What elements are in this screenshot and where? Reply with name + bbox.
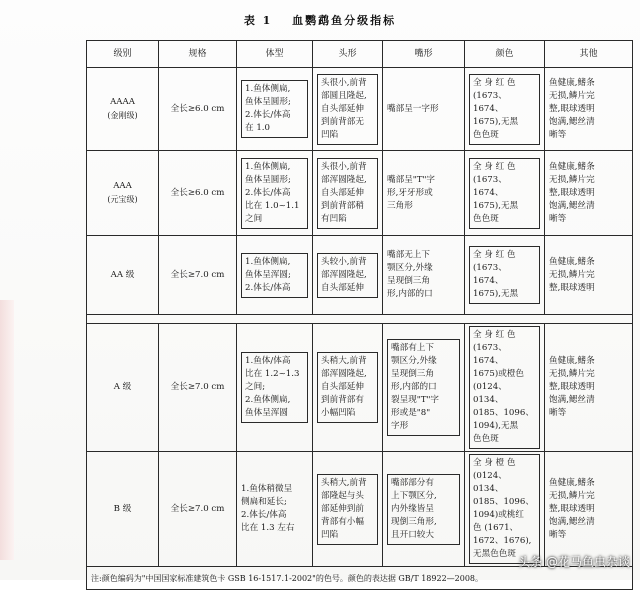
header-body: 体型 [237, 41, 313, 68]
mouth-cell [383, 236, 465, 315]
spec-cell: 全长≥6.0 cm [159, 151, 237, 236]
other-text: 鱼健康,鳍条 无损,鳞片完 整,眼球透明 饱满,鳃丝清 晰等 [549, 356, 595, 418]
head-text: 头较小,前背 部浑圆隆起, 自头部延伸 [317, 253, 378, 298]
other-text: 鱼健康,鳍条 无损,鳞片完 整,眼球透明 饱满,鳃丝清 晰等 [549, 161, 595, 224]
table-row [87, 324, 633, 452]
mouth-text: 嘴部部分有 上下颚区分, 内外缘皆呈 现倒三角形, 且开口较大 [387, 474, 460, 545]
head-text: 头稍大,前背 部隆起与头 部延伸到前 背部有小幅 凹陷 [317, 474, 378, 545]
body-cell [237, 68, 313, 151]
grade-cell [87, 324, 159, 452]
color-cell [465, 452, 545, 567]
mouth-cell [383, 324, 465, 452]
color-text: 全 身 橙 色 (0124、0134、 0185、1096、 1094)或桃红 色 (1671、 1672、1676), 无黑色色斑 [469, 454, 540, 564]
other-cell [545, 68, 633, 151]
table-row [87, 452, 633, 567]
body-text: 1.鱼体侧扁, 鱼体呈浑圆; 2.体长/体高 [241, 253, 308, 298]
table-row [87, 236, 633, 315]
other-cell [545, 324, 633, 452]
color-cell [465, 68, 545, 151]
page-break-gap [87, 315, 633, 324]
head-cell [313, 68, 383, 151]
gap-cell [87, 315, 633, 324]
spec-cell: 全长≥7.0 cm [159, 452, 237, 567]
head-text: 头稍大,前背 部浑圆隆起, 自头部延伸 到前背部有 小幅凹陷 [317, 352, 378, 423]
head-cell [313, 324, 383, 452]
spec-cell: 全长≥7.0 cm [159, 324, 237, 452]
head-cell [313, 452, 383, 567]
grade-label: B 级 [113, 503, 132, 514]
watermark: 头条 @花马鱼虫杂谈 [518, 555, 630, 569]
body-text: 1.鱼体侧扁, 鱼体呈圆形; 2.体长/体高 比在 1.0~1.1 之间 [241, 158, 308, 229]
table-row [87, 151, 633, 236]
table-row [87, 68, 633, 151]
mouth-text: 嘴部有上下 颚区分,外缘 呈现倒三角 形,内部的口 裂呈现"T"字 形或是"8" 字形 [387, 339, 460, 436]
spec-cell: 全长≥6.0 cm [159, 68, 237, 151]
color-cell [465, 236, 545, 315]
color-text: 全 身 红 色 (1673、1674、 1675)或橙色 (0124、0134、 0185、1096、 1094),无黑 色色斑 [469, 326, 540, 449]
body-cell [237, 452, 313, 567]
other-cell [545, 452, 633, 567]
grade-label: AAAA [110, 97, 135, 107]
body-text: 1.鱼体/体高 比在 1.2~1.3 之间; 2.鱼体侧扁, 鱼体呈浑圆 [241, 352, 308, 423]
body-cell [237, 324, 313, 452]
mouth-cell [383, 68, 465, 151]
grade-cell [87, 236, 159, 315]
grade-sublabel: (金刚级) [107, 111, 138, 120]
head-cell [313, 151, 383, 236]
grade-label: AAA [113, 181, 132, 191]
grading-table [86, 40, 633, 590]
color-text: 全 身 红 色 (1673、1674、 1675),无黑 色色斑 [469, 158, 540, 229]
body-text: 1.鱼体侧扁, 鱼体呈圆形; 2.体长/体高 在 1.0 [241, 80, 308, 138]
mouth-text: 嘴部呈"T"字 形,牙牙形或 三角形 [387, 174, 436, 211]
header-other: 其他 [545, 41, 633, 68]
color-cell [465, 324, 545, 452]
header-spec: 规格 [159, 41, 237, 68]
other-cell [545, 151, 633, 236]
header-row [87, 41, 633, 68]
header-head: 头形 [313, 41, 383, 68]
table-title [0, 12, 640, 28]
grade-label: A 级 [113, 382, 132, 392]
grade-cell [87, 68, 159, 151]
color-cell [465, 151, 545, 236]
grade-cell [87, 151, 159, 236]
other-text: 鱼健康,鳍条 无损,鳞片完 整,眼球透明 饱满,鳃丝清 晰等 [549, 477, 595, 540]
table-note: 注:颜色编码为"中国国家标准建筑色卡 GSB 16-1517.1-2002"的色号。颜色的表达据 GB/T 18922—2008。 [87, 567, 633, 590]
header-mouth: 嘴形 [383, 41, 465, 68]
other-text: 鱼健康,鳍条 无损,鳞片完 整,眼球透明 饱满,鳃丝清 晰等 [549, 77, 595, 140]
head-cell [313, 236, 383, 315]
mouth-cell [383, 452, 465, 567]
table-title-text: 血鹦鹉鱼分级指标 [292, 14, 397, 27]
spec-cell: 全长≥7.0 cm [159, 236, 237, 315]
grade-sublabel: (元宝级) [107, 195, 138, 204]
color-text: 全 身 红 色 (1673、1674、 1675),无黑 色色斑 [469, 74, 540, 145]
header-grade: 级别 [87, 41, 159, 68]
body-cell [237, 151, 313, 236]
head-text: 头很小,前背 部圆且隆起, 自头部延伸 到前背部无 凹陷 [317, 74, 378, 145]
left-edge-blur [0, 300, 14, 560]
body-cell [237, 236, 313, 315]
header-color: 颜色 [465, 41, 545, 68]
other-text: 鱼健康,鳍条 无损,鳞片完 整,眼球透明 [549, 256, 595, 293]
other-cell [545, 236, 633, 315]
mouth-text: 嘴部呈一字形 [387, 103, 439, 114]
body-text: 1.鱼体稍微呈 侧扁和延长; 2.体长/体高 比在 1.3 左右 [241, 484, 295, 533]
grade-label: AA 级 [110, 269, 135, 280]
grade-cell [87, 452, 159, 567]
mouth-cell [383, 151, 465, 236]
color-text: 全 身 红 色 (1673、1674、 1675),无黑 [469, 246, 540, 304]
table-number: 表 1 [243, 14, 273, 27]
head-text: 头很小,前背 部浑圆隆起, 自头部延伸 到前背部稍 有凹陷 [317, 158, 378, 229]
mouth-text: 嘴部无上下 颚区分,外缘 呈现倒三角 形,内部的口 [387, 250, 433, 299]
